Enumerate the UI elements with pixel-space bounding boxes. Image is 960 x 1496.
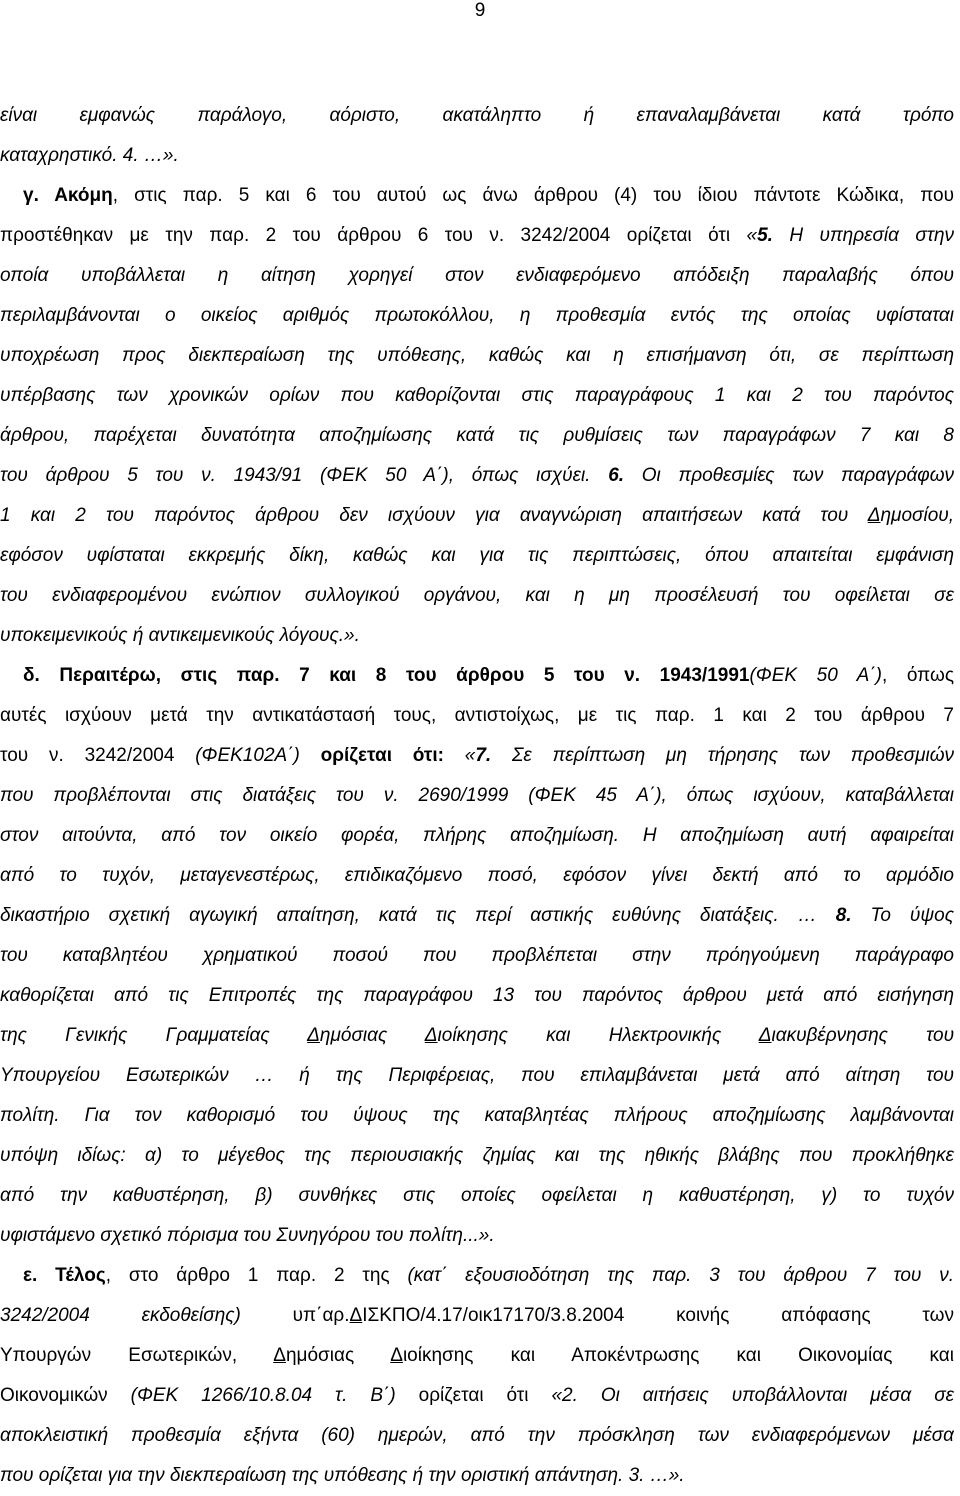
text-run: (κατ΄ εξουσιοδότηση της παρ. 3 του άρθρου 7 του ν. — [407, 1265, 954, 1286]
text-run: 5. — [757, 225, 773, 246]
text-line — [0, 1336, 954, 1376]
text-line — [0, 1296, 954, 1336]
text-run: Δ — [349, 1305, 363, 1326]
text-run: του καταβλητέου χρηματικού ποσού που προβλέπεται στην πρόηγούμενη παράγραφο — [0, 945, 954, 966]
text-line — [0, 1416, 954, 1456]
text-run: καθορίζεται από τις Επιτροπές της παραγράφου 13 του παρόντος άρθρου μετά από εισήγηση — [0, 985, 954, 1006]
text-line — [0, 816, 954, 856]
text-line — [0, 976, 954, 1016]
text-run: στον αιτούντα, από τον οικείο φορέα, πλήρης αποζημίωση. Η αποζημίωση αυτή αφαιρείται — [0, 825, 954, 846]
text-run: αυτές ισχύουν μετά την αντικατάστασή τους, αντιστοίχως, με τις παρ. 1 και 2 του άρθρου 7 — [0, 705, 954, 726]
text-run: 6. — [608, 465, 625, 486]
text-line — [0, 1056, 954, 1096]
text-line — [0, 1216, 954, 1256]
text-run: ε. Τέλος — [23, 1265, 106, 1286]
text-run: του ενδιαφερομένου ενώπιον συλλογικού οργάνου, και η μη προσέλευσή του οφείλεται σε — [0, 585, 954, 606]
text-run: υφιστάμενο σχετικό πόρισμα του Συνηγόρου του πολίτη...». — [0, 1225, 495, 1246]
text-run: του ν. 3242/2004 — [0, 745, 196, 766]
text-line — [0, 616, 954, 656]
text-line — [0, 536, 954, 576]
text-run: ιακυβέρνησης του — [771, 1025, 954, 1046]
text-run: που ορίζεται για την διεκπεραίωση της υπόθεσης ή την οριστική απάντηση. 3. …». — [0, 1465, 685, 1486]
text-line — [0, 776, 954, 816]
text-run: Δ — [307, 1025, 320, 1046]
text-run: υπ΄αρ. — [240, 1305, 350, 1326]
text-run: Σε περίπτωση μη τήρησης των προθεσμιών — [491, 745, 954, 766]
text-run: γ. Ακόμη — [23, 185, 113, 206]
text-run: 8. — [835, 905, 852, 926]
text-run: ιοίκησης και Αποκέντρωσης και Οικονομίας και — [402, 1345, 954, 1366]
text-run: ορίζεται ότι: — [299, 745, 444, 766]
text-run: από το τυχόν, μεταγενεστέρως, επιδικαζόμενο ποσό, εφόσον γίνει δεκτή από το αρμόδιο — [0, 865, 954, 886]
text-run: Το ύψος — [851, 905, 954, 926]
text-run: της Γενικής Γραμματείας — [0, 1025, 308, 1046]
text-line — [0, 1456, 954, 1496]
text-line — [0, 336, 954, 376]
text-line — [0, 656, 954, 696]
text-run: εφόσον υφίσταται εκκρεμής δίκη, καθώς και για τις περιπτώσεις, όπου απαιτείται εμφάνιση — [0, 545, 954, 566]
text-line — [0, 376, 954, 416]
text-run: ημοσίου, — [880, 505, 954, 526]
text-run: ημόσιας — [285, 1345, 391, 1366]
text-run: Δ — [867, 505, 881, 526]
text-run: «2. Οι αιτήσεις υποβάλλονται μέσα σε — [551, 1385, 954, 1406]
text-line — [0, 1136, 954, 1176]
text-line — [0, 576, 954, 616]
text-run: , όπως — [882, 665, 954, 686]
text-run: 3242/2004 εκδοθείσης) — [0, 1305, 241, 1326]
text-run: άρθρου, παρέχεται δυνατότητα αποζημίωσης κατά τις ρυθμίσεις των παραγράφων 7 και 8 — [0, 425, 954, 446]
text-run: είναι εμφανώς παράλογο, αόριστο, ακατάληπτο ή επαναλαμβάνεται κατά τρόπο — [0, 105, 954, 126]
text-line — [0, 696, 954, 736]
text-run: υπόψη ιδίως: α) το μέγεθος της περιουσιακής ζημίας και της ηθικής βλάβης που προκλήθηκε — [0, 1145, 954, 1166]
text-run: Δ — [424, 1025, 438, 1046]
text-line — [0, 936, 954, 976]
text-run: , στις παρ. 5 και 6 του αυτού ως άνω άρθρου (4) του ίδιου πάντοτε Κώδικα, που — [112, 185, 954, 206]
text-run: Οικονομικών — [0, 1385, 131, 1406]
text-line — [0, 296, 954, 336]
text-run: Δ — [273, 1345, 286, 1366]
text-run: « — [746, 225, 758, 246]
text-line — [0, 896, 954, 936]
text-run: Δ — [390, 1345, 403, 1366]
text-run: ημόσιας — [319, 1025, 425, 1046]
text-run: υποκειμενικούς ή αντικειμενικούς λόγους.». — [0, 625, 360, 646]
text-line — [0, 176, 954, 216]
text-line — [0, 256, 954, 296]
text-line — [0, 1176, 954, 1216]
text-line — [0, 416, 954, 456]
text-run: ορίζεται ότι — [395, 1385, 552, 1406]
text-run: ΙΣΚΠΟ/4.17/οικ17170/3.8.2004 κοινής απόφασης των — [362, 1305, 954, 1326]
text-run: 1 και 2 του παρόντος άρθρου δεν ισχύουν για αναγνώριση απαιτήσεων κατά του — [0, 505, 868, 526]
text-line — [0, 1096, 954, 1136]
text-run: οποία υποβάλλεται η αίτηση χορηγεί στον ενδιαφερόμενο απόδειξη παραλαβής όπου — [0, 265, 954, 286]
document-body — [0, 96, 954, 1496]
text-run: , στο άρθρο 1 παρ. 2 της — [105, 1265, 408, 1286]
text-run: (ΦΕΚ 1266/10.8.04 τ. Β΄) — [130, 1385, 396, 1406]
text-line — [0, 96, 954, 136]
text-line — [0, 456, 954, 496]
page-number: 9 — [474, 0, 486, 21]
text-run: δ. Περαιτέρω, στις παρ. 7 και 8 του άρθρου 5 του ν. 1943/1991 — [23, 665, 750, 686]
text-line — [0, 496, 954, 536]
text-run: προστέθηκαν με την παρ. 2 του άρθρου 6 του ν. 3242/2004 ορίζεται ότι — [0, 225, 747, 246]
text-run: Υπουργών Εσωτερικών, — [0, 1345, 274, 1366]
text-run: δικαστήριο σχετική αγωγική απαίτηση, κατά τις περί αστικής ευθύνης διατάξεις. … — [0, 905, 836, 926]
text-run: περιλαμβάνονται ο οικείος αριθμός πρωτοκόλλου, η προθεσμία εντός της οποίας υφίσταται — [0, 305, 954, 326]
text-run: Η υπηρεσία στην — [772, 225, 954, 246]
text-run: υποχρέωση προς διεκπεραίωση της υπόθεσης, καθώς και η επισήμανση ότι, σε περίπτωση — [0, 345, 954, 366]
text-run: Οι προθεσμίες των παραγράφων — [624, 465, 954, 486]
text-run: του άρθρου 5 του ν. 1943/91 (ΦΕΚ 50 Α΄), όπως ισχύει. — [0, 465, 609, 486]
text-run: υπέρβασης των χρονικών ορίων που καθορίζονται στις παραγράφους 1 και 2 του παρόντος — [0, 385, 954, 406]
text-run: πολίτη. Για τον καθορισμό του ύψους της καταβλητέας πλήρους αποζημίωσης λαμβάνονται — [0, 1105, 954, 1126]
text-run: 7. — [475, 745, 492, 766]
text-run: (ΦΕΚ 50 Α΄) — [749, 665, 882, 686]
text-line — [0, 1376, 954, 1416]
text-run: αποκλειστική προθεσμία εξήντα (60) ημερών, από την πρόσκληση των ενδιαφερόμενων μέσα — [0, 1425, 954, 1446]
text-run: ιοίκησης και Ηλεκτρονικής — [437, 1025, 759, 1046]
text-run: που προβλέπονται στις διατάξεις του ν. 2690/1999 (ΦΕΚ 45 Α΄), όπως ισχύουν, καταβάλλεται — [0, 785, 954, 806]
text-run: καταχρηστικό. 4. …». — [0, 145, 179, 166]
text-run: Δ — [758, 1025, 772, 1046]
text-run: από την καθυστέρηση, β) συνθήκες στις οποίες οφείλεται η καθυστέρηση, γ) το τυχόν — [0, 1185, 954, 1206]
text-run: Υπουργείου Εσωτερικών … ή της Περιφέρειας, που επιλαμβάνεται μετά από αίτηση του — [0, 1065, 954, 1086]
text-line — [0, 136, 954, 176]
text-line — [0, 856, 954, 896]
text-run: « — [443, 745, 476, 766]
text-line — [0, 1016, 954, 1056]
text-line — [0, 1256, 954, 1296]
text-line — [0, 216, 954, 256]
text-run: (ΦΕΚ102Α΄) — [195, 745, 300, 766]
text-line — [0, 736, 954, 776]
